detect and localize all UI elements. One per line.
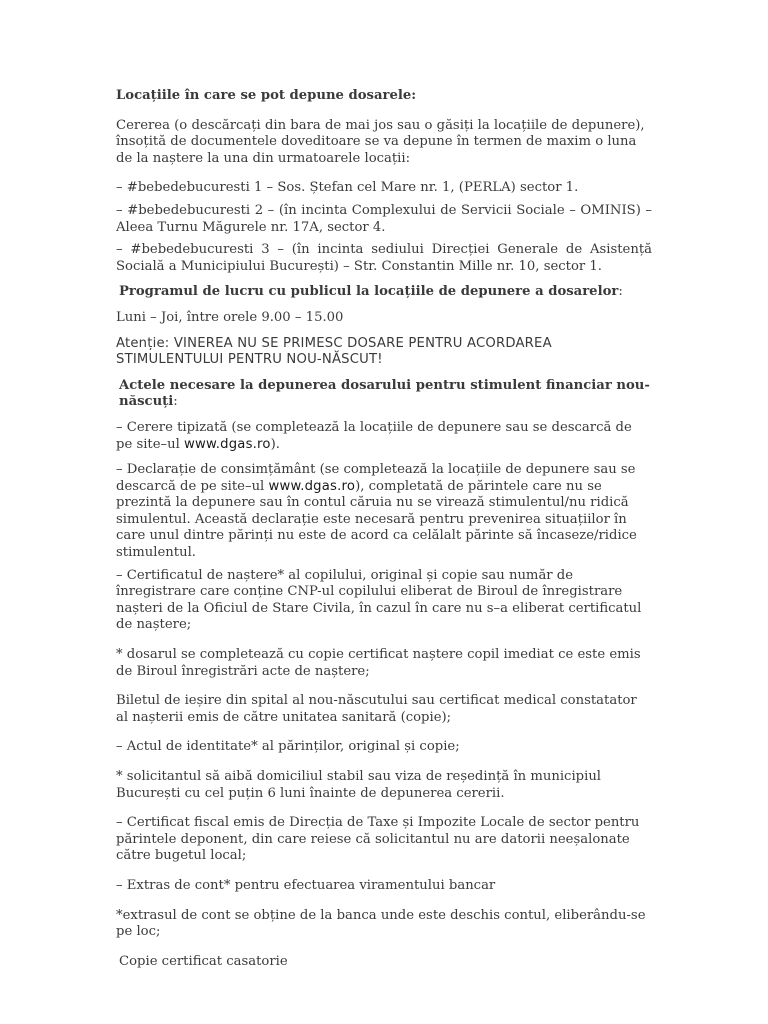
- required-item-8: Copie certificat casatorie: [119, 953, 288, 969]
- required-item-2: [116, 462, 652, 562]
- location-item-1: – #bebedebucuresti 1 – Sos. Ștefan cel Mare nr. 1, (PERLA) sector 1.: [116, 180, 579, 196]
- attention-notice: Atenție: VINEREA NU SE PRIMESC DOSARE PENTRU ACORDAREA STIMULENTULUI PENTRU NOU-NĂSCUT!: [116, 335, 552, 368]
- acts-colon: :: [173, 394, 178, 410]
- item1-text: – Cerere tipizată (se completează la locațiile de depunere sau se descarcă de pe site–ul: [116, 419, 632, 452]
- location-item-2: – #bebedebucuresti 2 – (în incinta Complexului de Servicii Sociale – OMINIS) – Aleea Turnu Măgurele nr. 17A, sector 4.: [116, 202, 652, 235]
- intro-paragraph: Cererea (o descărcați din bara de mai jos sau o găsiți la locațiile de depunere), însoțită de documentele doveditoare se va depune în termen de maxim o luna de la naștere la una din urmatoarele locații:: [116, 117, 645, 166]
- section-heading-locations: Locațiile în care se pot depune dosarele:: [116, 88, 417, 103]
- acts-heading: [116, 378, 652, 411]
- location-item-3: – #bebedebucuresti 3 – (în incinta sediului Direcției Generale de Asistență Socială a Municipiului București) – Str. Constantin Mille nr. 10, sector 1.: [116, 242, 652, 274]
- required-item-6: – Certificat fiscal emis de Direcția de Taxe și Impozite Locale de sector pentru părintele deponent, din care reiese că solicitantul nu are datorii neeșalonate către bugetul local;: [116, 815, 640, 864]
- required-item-7: – Extras de cont* pentru efectuarea viramentului bancar: [116, 877, 496, 893]
- program-heading: [116, 284, 652, 301]
- note-residence: * solicitantul să aibă domiciliul stabil sau viza de reședință în municipiul București cu cel puțin 6 luni înainte de depunerea cererii.: [116, 769, 602, 801]
- program-colon: :: [618, 284, 623, 300]
- required-item-5: – Actul de identitate* al părinților, original și copie;: [116, 739, 460, 755]
- required-item-3: – Certificatul de naștere* al copilului, original și copie sau număr de înregistrare care conține CNP-ul copilului eliberat de Biroul de înregistrare nașteri de la Oficiul de Stare Civila, în cazul în care nu s–a eliberat certificatul de naștere;: [116, 567, 642, 633]
- acts-title: Actele necesare la depunerea dosarului pentru stimulent financiar nou-născuți: [119, 377, 650, 410]
- note-birth-certificate: * dosarul se completează cu copie certificat naștere copil imediat ce este emis de Biroul înregistrări acte de naștere;: [116, 647, 641, 679]
- program-title: Programul de lucru cu publicul la locațiile de depunere a dosarelor: [119, 284, 619, 300]
- program-hours: Luni – Joi, între orele 9.00 – 15.00: [116, 309, 344, 325]
- note-bank-statement: *extrasul de cont se obține de la banca unde este deschis contul, eliberându-se pe loc;: [116, 907, 646, 940]
- dgas-link-1[interactable]: www.dgas.ro: [184, 436, 271, 452]
- required-item-1: [116, 420, 652, 453]
- required-item-4: Biletul de ieșire din spital al nou-născutului sau certificat medical constatator al nașterii emis de către unitatea sanitară (copie);: [116, 693, 637, 725]
- item2-text: – Declarație de consimțământ (se completează la locațiile de depunere sau se descarcă de pe site–ul: [116, 462, 636, 494]
- item1-end: ).: [270, 436, 280, 452]
- dgas-link-2[interactable]: www.dgas.ro: [268, 478, 356, 494]
- item2-end: ), completată de părintele care nu se prezintă la depunere sau în contul căruia nu se virează stimulentul/nu ridică simulentul. Această declarație este necesară pentru prevenirea situațiilor în care unul dintre părinți nu este de acord ca celălalt părinte să încaseze/ridice stimulentul.: [116, 478, 637, 561]
